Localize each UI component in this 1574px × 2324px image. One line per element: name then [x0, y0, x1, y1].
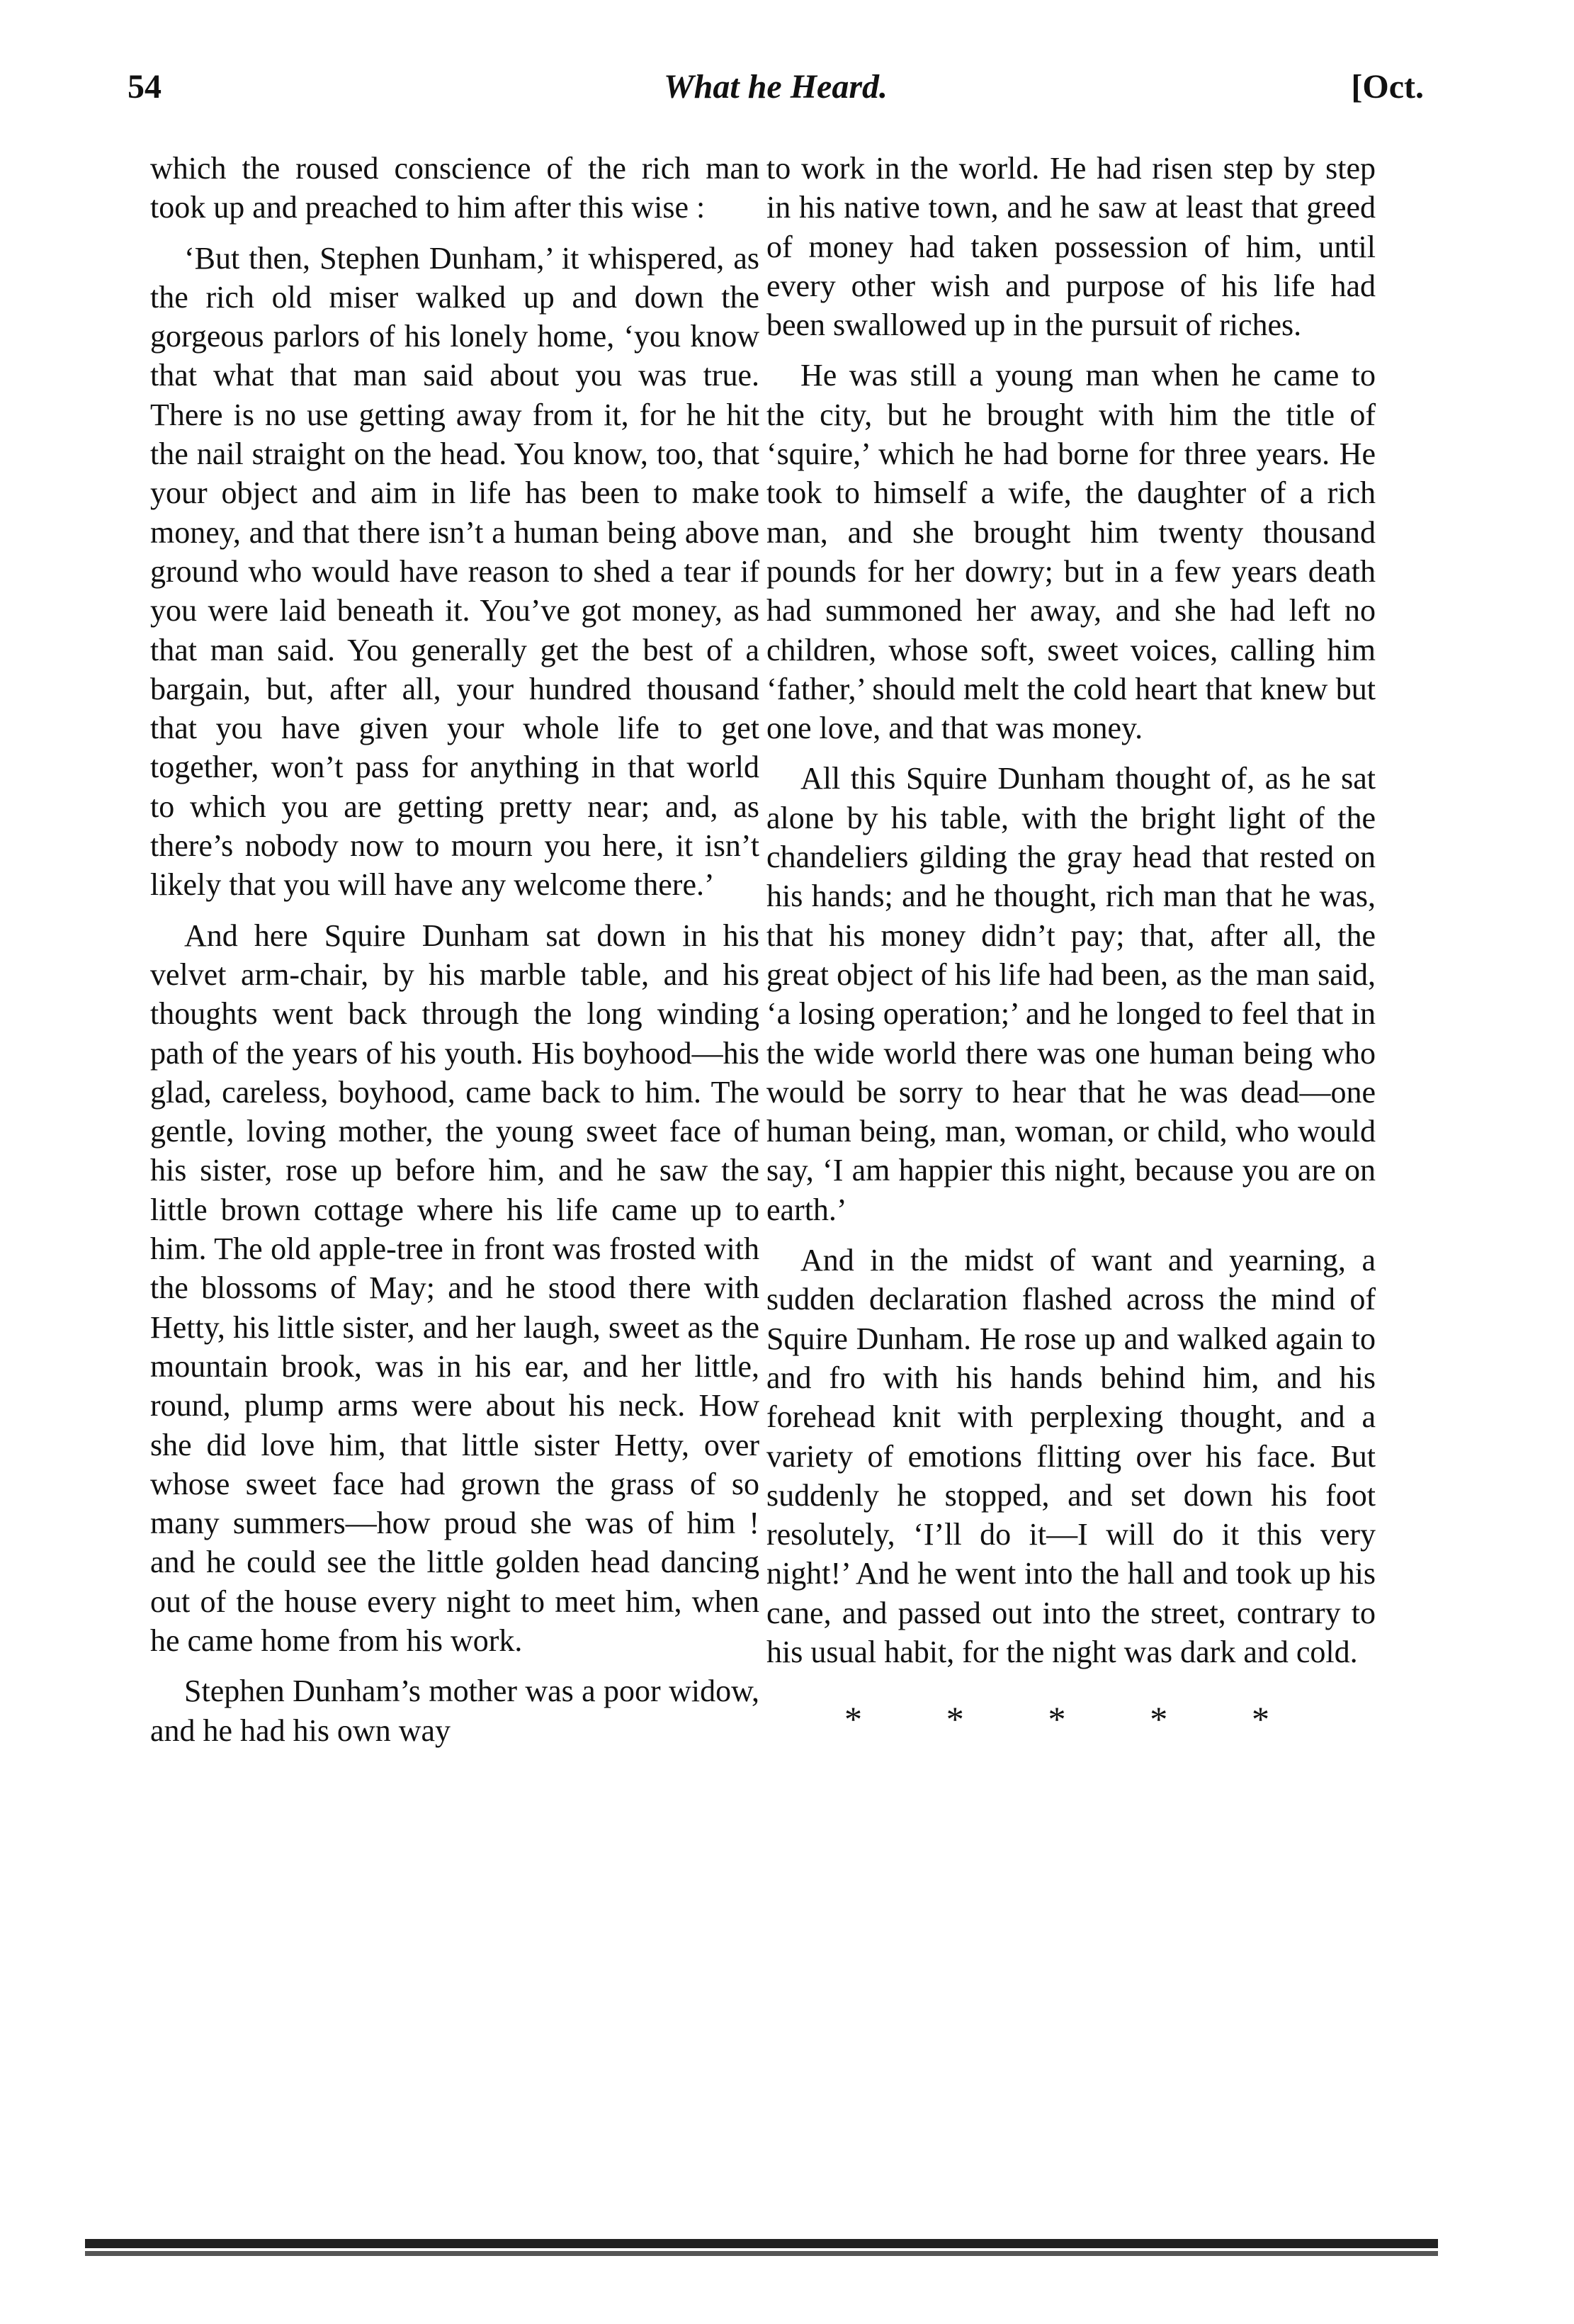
asterisk: *	[946, 1699, 964, 1739]
left-column	[150, 149, 759, 1761]
bottom-rule	[85, 2239, 1438, 2256]
issue-month: [Oct.	[1351, 68, 1424, 106]
asterisk: *	[844, 1699, 862, 1739]
asterisk: *	[1252, 1699, 1269, 1739]
paragraph: And in the midst of want and yearning, a sudden declaration flashed across the mind of Squire Dunham. He rose up and walked again to and fro with his hands behind him, and his forehead knit with perplexing thought, and a variety of emotions flitting over his face. But suddenly he stopped, and set down his foot resolutely, ‘I’ll do it—I will do it this very night!’ And he went into the hall and took up his cane, and passed out into the street, contrary to his usual habit, for the night was dark and cold.	[766, 1243, 1376, 1669]
page-header	[128, 67, 1424, 124]
section-separator	[844, 1700, 1269, 1739]
paragraph: to work in the world. He had risen step by step in his native town, and he saw at least that greed of money had taken possession of him, until every other wish and purpose of his life had been swallowed up in the pursuit of riches.	[766, 151, 1376, 343]
right-column	[766, 149, 1376, 1739]
paragraph: ‘But then, Stephen Dunham,’ it whispered, as the rich old miser walked up and down the gorgeous parlors of his lonely home, ‘you know that what that man said about you was true. There is no use getting away from it, for he hit the nail straight on the head. You know, too, that your object and aim in life has been to make money, and that there isn’t a human being above ground who would have reason to shed a tear if you were laid beneath it. You’ve got money, as that man said. You generally get the best of a bargain, but, after all, your hundred thousand that you have given your whole life to get together, won’t pass for anything in that world to which you are getting pretty near; and, as there’s nobody now to mourn you here, it isn’t likely that you will have any welcome there.’	[150, 240, 759, 903]
page-number: 54	[128, 68, 162, 106]
running-title: What he Heard.	[663, 68, 888, 106]
paragraph: He was still a young man when he came to the city, but he brought with him the title of ‘squire,’ which he had borne for three years. He took to himself a wife, the daughter of a rich man, and she brought him twenty thousand pounds for her dowry; but in a few years death had summoned her away, and she had left no children, whose soft, sweet voices, calling him ‘father,’ should melt the cold heart that knew but one love, and that was money.	[766, 358, 1376, 746]
paragraph: Stephen Dunham’s mother was a poor widow, and he had his own way	[150, 1674, 759, 1748]
paragraph: All this Squire Dunham thought of, as he sat alone by his table, with the bright light of the chandeliers gilding the gray head that rested on his hands; and he thought, rich man that he was, that his money didn’t pay; that, after all, the great object of his life had been, as the man said, ‘a losing operation;’ and he longed to feel that in the wide world there was one human being who would be sorry to hear that he was dead—one human being, man, woman, or child, who would say, ‘I am happier this night, because you are on earth.’	[766, 761, 1376, 1227]
paragraph: And here Squire Dunham sat down in his velvet arm-chair, by his marble table, and his thoughts went back through the long winding path of the years of his youth. His boyhood—his glad, careless, boyhood, came back to him. The gentle, loving mother, the young sweet face of his sister, rose up before him, and he saw the little brown cottage where his life came up to him. The old apple-tree in front was frosted with the blossoms of May; and he stood there with Hetty, his little sister, and her laugh, sweet as the mountain brook, was in his ear, and her little, round, plump arms were about his neck. How she did love him, that little sister Hetty, over whose sweet face had grown the grass of so many summers—how proud she was of him ! and he could see the little golden head dancing out of the house every night to meet him, when he came home from his work.	[150, 918, 759, 1658]
paragraph: which the roused conscience of the rich man took up and preached to him after this wise :	[150, 151, 759, 225]
asterisk: *	[1048, 1699, 1066, 1739]
asterisk: *	[1150, 1699, 1168, 1739]
